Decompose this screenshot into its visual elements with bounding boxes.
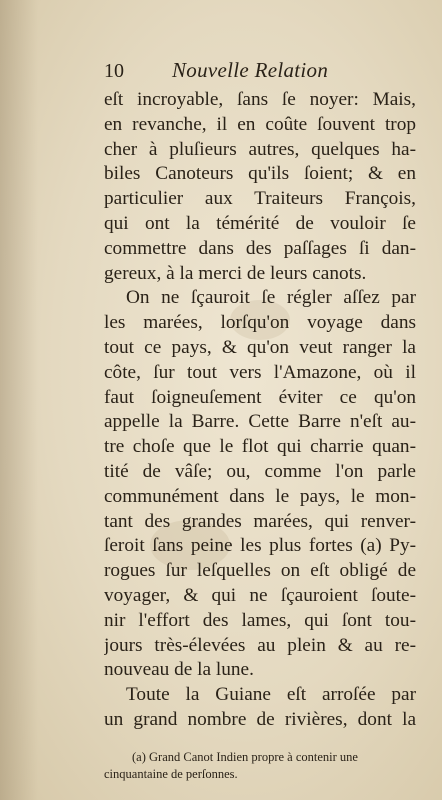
text-line: particulier aux Traiteurs François, bbox=[104, 188, 416, 210]
text-line: jours très-élevées au plein & au re- bbox=[104, 634, 416, 656]
footnote-line: (a) Grand Canot Indien propre à contenir une bbox=[132, 749, 358, 764]
text-line: tité de vâſe; ou, comme l'on parle bbox=[104, 460, 416, 482]
text-line: Toute la Guiane eſt arroſée par bbox=[126, 684, 416, 706]
text-line: les marées, lorſqu'on voyage dans bbox=[104, 312, 416, 334]
text-line: tout ce pays, & qu'on veut ranger la bbox=[104, 336, 416, 358]
text-line: nouveau de la lune. bbox=[104, 659, 254, 681]
text-line: On ne ſçauroit ſe régler aſſez par bbox=[126, 287, 416, 309]
text-line: qui ont la témérité de vouloir ſe bbox=[104, 212, 416, 234]
body-text bbox=[104, 88, 416, 733]
text-line: gereux, à la merci de leurs canots. bbox=[104, 262, 367, 284]
text-line: côte, ſur tout vers l'Amazone, où il bbox=[104, 361, 416, 383]
page-number: 10 bbox=[104, 60, 124, 82]
text-line: cher à pluſieurs autres, quelques ha- bbox=[104, 138, 416, 160]
text-line: voyager, & qui ne ſçauroient ſoute- bbox=[104, 584, 416, 606]
text-line: ſeroit ſans peine les plus fortes (a) Py- bbox=[104, 535, 416, 557]
text-line: appelle la Barre. Cette Barre n'eſt au- bbox=[104, 411, 416, 433]
footnote bbox=[104, 749, 416, 783]
paragraph bbox=[104, 286, 416, 683]
text-line: en revanche, il en coûte ſouvent trop bbox=[104, 113, 416, 135]
text-line: communément dans le pays, le mon- bbox=[104, 485, 416, 507]
text-line: faut ſoigneuſement éviter ce qu'on bbox=[104, 386, 416, 408]
spine-shadow bbox=[0, 0, 38, 800]
text-line: rogues ſur leſquelles on eſt obligé de bbox=[104, 560, 416, 582]
text-line: biles Canoteurs qu'ils ſoient; & en bbox=[104, 163, 416, 185]
text-line: tant des grandes marées, qui renver- bbox=[104, 510, 416, 532]
paragraph bbox=[104, 683, 416, 733]
running-title: Nouvelle Relation bbox=[172, 58, 329, 82]
text-line: tre choſe que le flot qui charrie quan- bbox=[104, 436, 416, 458]
text-line: commettre dans des paſſages ſi dan- bbox=[104, 237, 416, 259]
text-line: un grand nombre de rivières, dont la bbox=[104, 708, 416, 730]
text-block bbox=[104, 58, 416, 783]
text-line: nir l'effort des lames, qui ſont tou- bbox=[104, 609, 416, 631]
page-header bbox=[104, 58, 416, 88]
paragraph bbox=[104, 88, 416, 286]
footnote-spacer bbox=[104, 733, 416, 749]
text-line: eſt incroyable, ſans ſe noyer: Mais, bbox=[104, 89, 416, 110]
footnote-line: cinquantaine de perſonnes. bbox=[104, 766, 238, 781]
